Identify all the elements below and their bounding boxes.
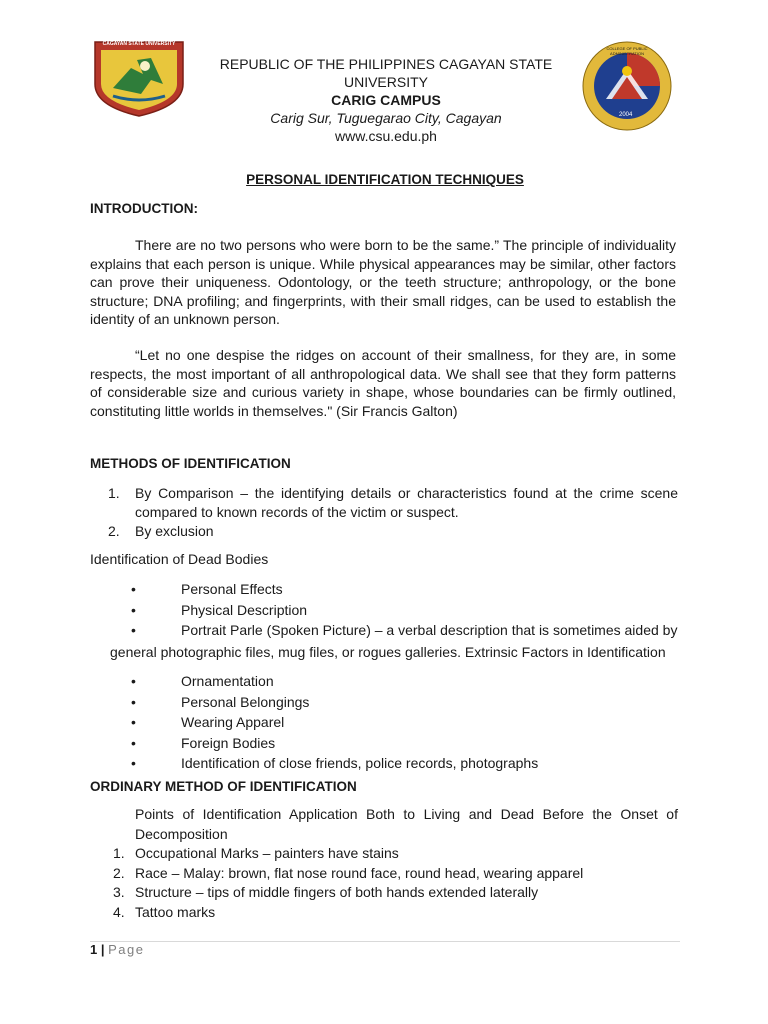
bullet-text: Foreign Bodies [181,734,276,751]
list-item [108,522,678,541]
list-text: Points of Identification Application Both to Living and Dead Before the Onset of Decomposition [135,806,678,842]
list-item [108,484,678,522]
list-item [113,903,678,923]
bullet-item: • Personal Effects [131,579,677,600]
list-item [113,805,678,844]
bullet-item: • Physical Description [131,600,677,621]
list-text: Race – Malay: brown, flat nose round face, round head, wearing apparel [135,864,584,881]
bullet-text: Wearing Apparel [181,714,285,730]
page-number: 1 [90,942,98,957]
left-logo-text: CAGAYAN STATE UNIVERSITY [102,41,176,47]
list-text: By Comparison – the identifying details or characteristics found at the crime scene compared to known records of the victim or suspect. [135,485,678,520]
bullet-text: Physical Description [181,601,308,618]
bullet-item: • Foreign Bodies [131,733,538,754]
right-logo-text: COLLEGE OF PUBLIC ADMINISTRATION [606,46,648,56]
college-of-public-administration-seal [582,41,672,131]
introduction-paragraph-1: There are no two persons who were born to be the same.” The principle of individuality explains that each person is unique. While physical appearances may be similar, other factors can prove their uniqueness. Odontology, or the teeth structure; anthropology, or the bone structure; DNA profiling; and fingerprints, with their small ridges, can be used to establish the identity of an unknown person. [90,237,676,327]
list-number: 3. [113,884,125,900]
bullet-continuation-text: general photographic files, mug files, or rogues galleries. Extrinsic Factors in Identification [110,644,666,660]
list-number: 2. [108,523,120,539]
list-text: Structure – tips of middle fingers of both hands extended laterally [135,884,539,900]
footer-divider [90,941,680,942]
methods-heading: METHODS OF IDENTIFICATION [90,456,291,471]
list-item [113,844,678,864]
list-number: 2. [113,864,125,881]
bullet-item: • Portrait Parle (Spoken Picture) – a verbal description that is sometimes aided by [131,620,677,641]
header-website: www.csu.edu.ph [335,128,437,144]
missing-glyph-icon [113,805,135,844]
bullet-item: • Ornamentation [131,671,538,692]
right-logo-year: 2004 [619,112,633,118]
page-label: Page [108,942,145,957]
list-number: 4. [113,903,125,920]
list-text: By exclusion [135,523,214,539]
introduction-heading: INTRODUCTION: [90,201,198,216]
list-number: 1. [108,485,120,501]
bullet-item: • Personal Belongings [131,692,538,713]
bullet-text: Personal Belongings [181,693,310,710]
bullet-text: Portrait Parle (Spoken Picture) – a verbal description that is sometimes aided by [181,622,678,638]
document-title: PERSONAL IDENTIFICATION TECHNIQUES [246,172,524,187]
header-university-line: UNIVERSITY [343,74,428,90]
list-text: Occupational Marks – painters have stains [135,845,399,861]
bullet-text: Identification of close friends, police records, photographs [181,755,539,771]
list-number: 1. [113,845,125,861]
ordinary-method-heading: ORDINARY METHOD OF IDENTIFICATION [90,779,357,794]
extrinsic-factors-bullets [131,671,538,774]
header-address: Carig Sur, Tuguegarao City, Cagayan [270,110,502,126]
page-footer [90,942,145,957]
footer-separator: | [100,942,105,957]
introduction-paragraph-2-quote: “Let no one despise the ridges on account of their smallness, for they are, in some respects, the most important of all anthropological data. We shall see that they form patterns of considerable size and curious variety in shape, whose boundaries can be firmly outlined, constituting little worlds in themselves." (Sir Francis Galton) [90,347,676,419]
bullet-text: Personal Effects [181,581,283,597]
header-campus: CARIG CAMPUS [331,92,441,108]
dead-bodies-bullets [131,579,677,641]
bullet-text: Ornamentation [181,673,274,689]
ordinary-method-list [113,805,678,922]
dead-bodies-label: Identification of Dead Bodies [90,551,269,567]
cagayan-state-university-logo [93,40,185,118]
header-republic-line: REPUBLIC OF THE PHILIPPINES CAGAYAN STATE [219,56,553,72]
methods-list [108,484,678,541]
list-text: Tattoo marks [135,903,216,920]
bullet-item: • Identification of close friends, police records, photographs [131,753,538,774]
list-item [113,864,678,884]
list-item [113,883,678,903]
bullet-item: • Wearing Apparel [131,712,538,733]
